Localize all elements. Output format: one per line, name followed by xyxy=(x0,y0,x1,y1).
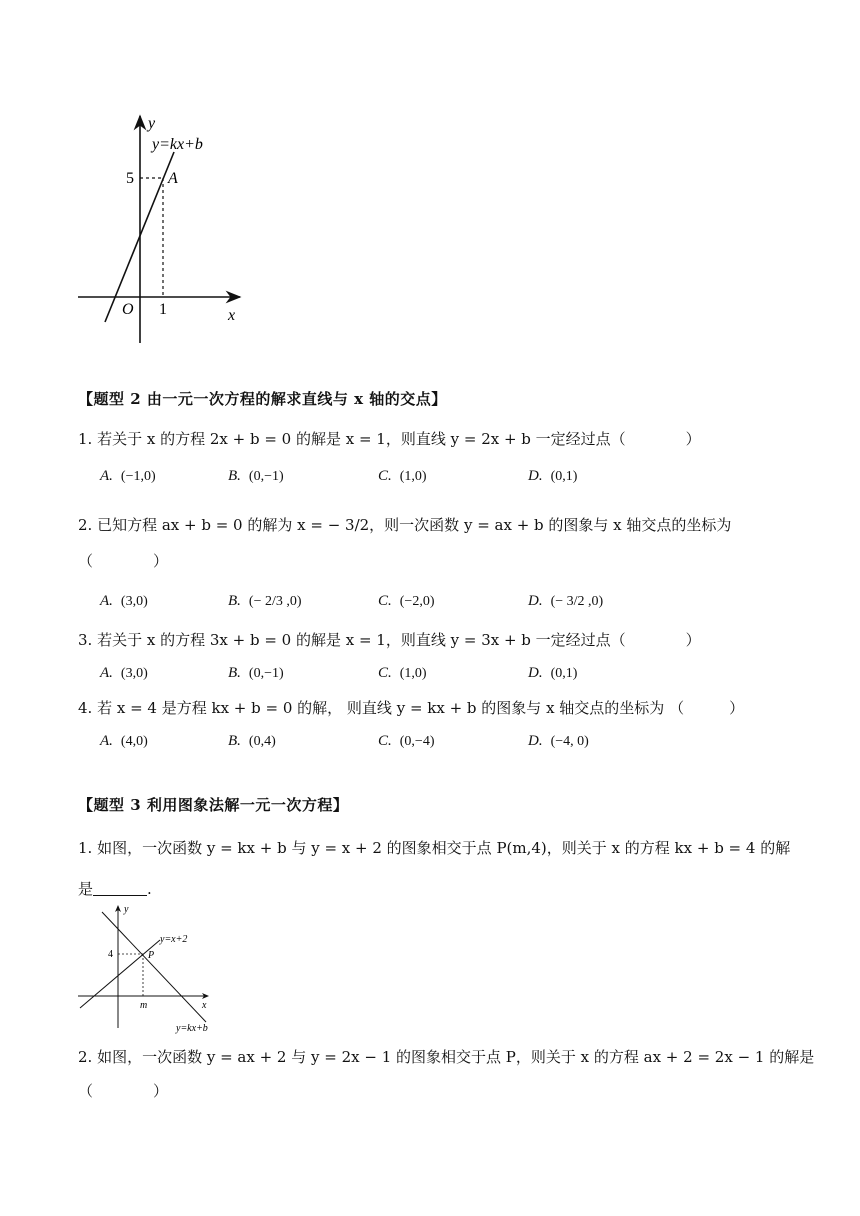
option-a xyxy=(100,663,148,682)
option-label: B. xyxy=(228,665,241,681)
option-label: B. xyxy=(228,733,241,749)
option-b xyxy=(228,466,284,485)
figure-line-graph-1 xyxy=(70,108,260,348)
tick-y-4: 4 xyxy=(108,949,113,960)
section-header-type2: 【题型 2 由一元一次方程的解求直线与 x 轴的交点】 xyxy=(78,390,447,408)
option-label: C. xyxy=(378,593,392,609)
question-3-2-paren: （ ） xyxy=(78,1082,169,1100)
option-c xyxy=(378,591,435,610)
question-2-1: 1. 若关于 x 的方程 2x + b = 0 的解是 x = 1，则直线 y = 2x + b 一定经过点（ ） xyxy=(78,430,701,448)
option-value: (−1,0) xyxy=(120,469,156,484)
text-fragment: 是 xyxy=(78,880,94,898)
tick-y-5: 5 xyxy=(126,170,134,187)
point-a-label: A xyxy=(168,170,178,187)
question-2-2-paren: （ ） xyxy=(78,552,169,570)
option-label: D. xyxy=(528,733,543,749)
option-label: A. xyxy=(100,665,113,681)
option-c xyxy=(378,466,427,485)
option-d xyxy=(528,466,577,485)
option-label: C. xyxy=(378,733,392,749)
question-2-2: 2. 已知方程 ax + b = 0 的解为 x = − 3/2，则一次函数 y = ax + b 的图象与 x 轴交点的坐标为 xyxy=(78,516,732,534)
option-label: C. xyxy=(378,468,392,484)
section-header-type3: 【题型 3 利用图象法解一元一次方程】 xyxy=(78,796,349,814)
origin-label: O xyxy=(122,301,134,318)
question-3-1: 1. 如图，一次函数 y = kx + b 与 y = x + 2 的图象相交于点 P(m,4)，则关于 x 的方程 kx + b = 4 的解 xyxy=(78,839,791,857)
option-label: B. xyxy=(228,468,241,484)
option-b xyxy=(228,731,276,750)
question-2-4: 4. 若 x = 4 是方程 kx + b = 0 的解， 则直线 y = kx + b 的图象与 x 轴交点的坐标为 （ ） xyxy=(78,699,745,717)
line-label-1: y=x+2 xyxy=(160,934,188,945)
option-value: (−4, 0) xyxy=(550,734,589,749)
text-fragment: . xyxy=(147,880,152,898)
option-value: (0,4) xyxy=(248,734,276,749)
line-label: y=kx+b xyxy=(152,136,203,153)
option-label: A. xyxy=(100,593,113,609)
option-d xyxy=(528,663,577,682)
option-a xyxy=(100,466,156,485)
option-b xyxy=(228,591,302,610)
tick-x-1: 1 xyxy=(159,301,167,318)
option-label: B. xyxy=(228,593,241,609)
option-label: C. xyxy=(378,665,392,681)
option-a xyxy=(100,591,148,610)
option-label: A. xyxy=(100,733,113,749)
line-label-2: y=kx+b xyxy=(176,1023,208,1034)
option-value: (3,0) xyxy=(120,666,148,681)
x-axis-label: x xyxy=(202,1000,207,1011)
option-value: (0,−4) xyxy=(399,734,435,749)
option-label: D. xyxy=(528,665,543,681)
option-value: (0,1) xyxy=(550,666,578,681)
option-value: (−2,0) xyxy=(399,594,435,609)
question-3-1-cont xyxy=(78,878,152,899)
option-label: D. xyxy=(528,468,543,484)
answer-blank[interactable] xyxy=(93,881,147,896)
option-b xyxy=(228,663,284,682)
y-axis-label: y xyxy=(124,904,129,915)
option-c xyxy=(378,731,435,750)
option-d xyxy=(528,591,603,610)
option-value: (3,0) xyxy=(120,594,148,609)
option-value: (0,−1) xyxy=(248,666,284,681)
tick-x-m: m xyxy=(140,1000,148,1011)
point-p-label: P xyxy=(148,950,155,961)
option-label: D. xyxy=(528,593,543,609)
option-value: (0,−1) xyxy=(248,469,284,484)
option-value: (1,0) xyxy=(399,469,427,484)
option-value: (− 3/2 ,0) xyxy=(550,594,604,609)
option-value: (4,0) xyxy=(120,734,148,749)
y-axis-label: y xyxy=(148,115,156,132)
question-3-2: 2. 如图，一次函数 y = ax + 2 与 y = 2x − 1 的图象相交于点 P，则关于 x 的方程 ax + 2 = 2x − 1 的解是 xyxy=(78,1048,815,1066)
option-c xyxy=(378,663,427,682)
question-2-3: 3. 若关于 x 的方程 3x + b = 0 的解是 x = 1，则直线 y = 3x + b 一定经过点（ ） xyxy=(78,631,701,649)
option-value: (0,1) xyxy=(550,469,578,484)
x-axis-label: x xyxy=(228,307,236,324)
figure-line-graph-2 xyxy=(74,900,224,1035)
option-value: (− 2/3 ,0) xyxy=(248,594,302,609)
option-a xyxy=(100,731,148,750)
option-label: A. xyxy=(100,468,113,484)
option-d xyxy=(528,731,589,750)
option-value: (1,0) xyxy=(399,666,427,681)
